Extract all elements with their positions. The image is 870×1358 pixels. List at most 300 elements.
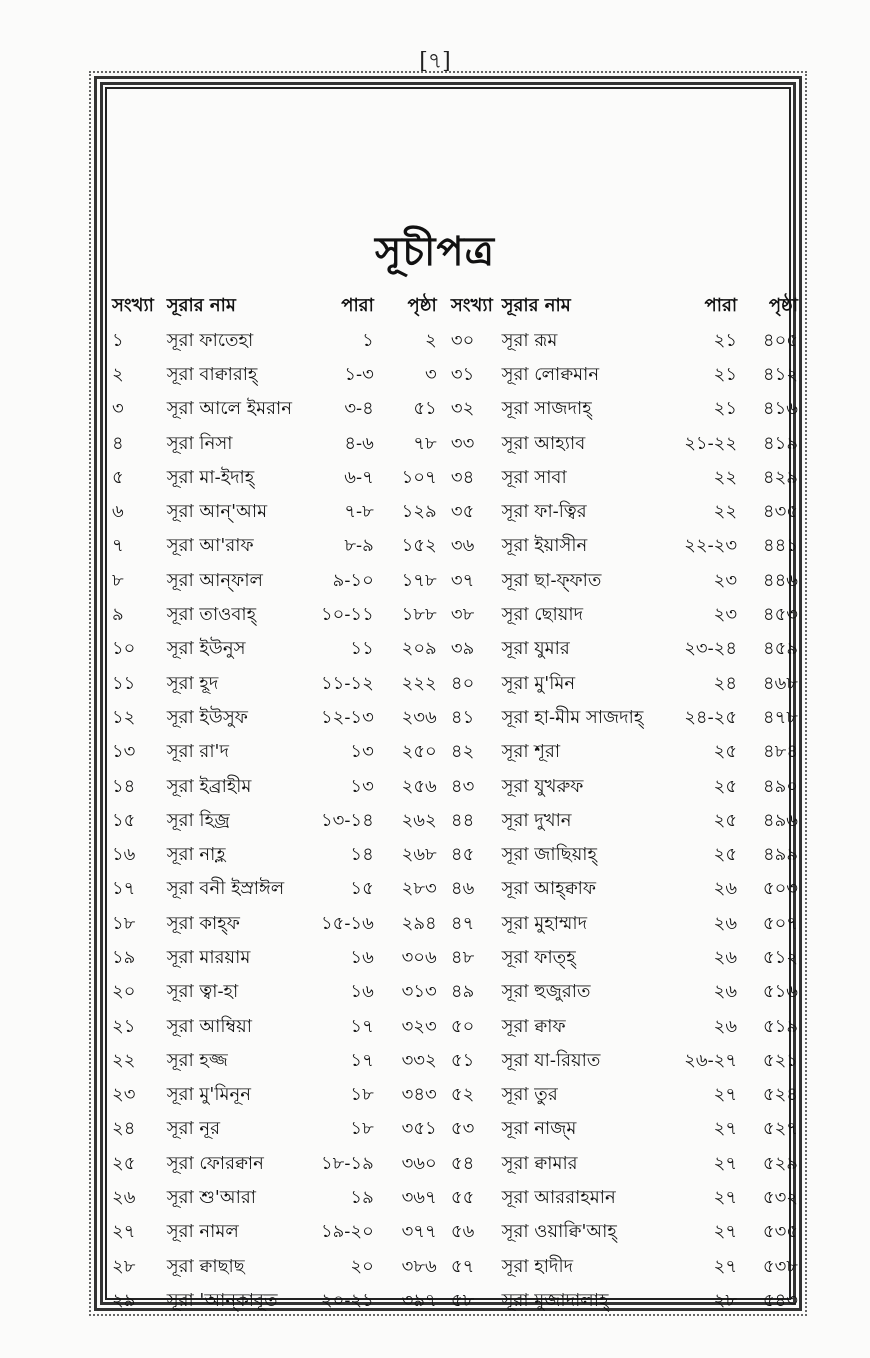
surah-name: সূরা যুমার bbox=[501, 638, 570, 660]
surah-name: সূরা নামল bbox=[166, 1221, 239, 1243]
column-gap bbox=[437, 564, 451, 598]
page-number-cell: ৫৩৫ bbox=[762, 1221, 798, 1243]
surah-number: ৫৪ bbox=[450, 1152, 475, 1174]
table-row bbox=[112, 564, 798, 598]
surah-name: সূরা রা'দ bbox=[166, 741, 229, 763]
para-range: ১০-১১ bbox=[320, 604, 374, 626]
surah-number: ৪৭ bbox=[450, 912, 475, 934]
page-number-cell: ৪৫৯ bbox=[762, 638, 798, 660]
surah-name: সূরা মারয়াম bbox=[166, 946, 251, 968]
surah-name: সূরা নাজ্ম bbox=[501, 1118, 577, 1140]
surah-number: ৪৪ bbox=[450, 809, 475, 831]
page-title: সূচীপত্র bbox=[375, 228, 495, 275]
table-row bbox=[112, 838, 798, 872]
surah-name: সূরা ইব্রাহীম bbox=[166, 775, 252, 797]
surah-name: সূরা ফাত্হ্ bbox=[501, 946, 576, 968]
column-gap bbox=[437, 530, 451, 564]
page-number-cell: ৪৬৮ bbox=[762, 672, 798, 694]
para-range: ২০ bbox=[350, 1255, 374, 1277]
page-number-cell: ৪১২ bbox=[762, 363, 798, 385]
surah-number: ২৪ bbox=[112, 1118, 136, 1140]
para-range: ২০-২১ bbox=[320, 1289, 374, 1311]
surah-number: ৪৬ bbox=[450, 878, 475, 900]
para-range: ১ bbox=[362, 329, 374, 351]
para-range: ২৪-২৫ bbox=[684, 706, 738, 728]
table-row bbox=[112, 701, 798, 735]
table-row bbox=[112, 770, 798, 804]
surah-number: ৩৯ bbox=[450, 638, 475, 660]
surah-name: সূরা ছা-ফ্ফাত bbox=[501, 569, 602, 591]
surah-name: সূরা লোক্বমান bbox=[501, 363, 600, 385]
surah-number: ৮ bbox=[112, 569, 124, 591]
surah-number: ৫১ bbox=[450, 1049, 475, 1071]
surah-name: সূরা আহ্যাব bbox=[501, 432, 586, 454]
column-gap bbox=[437, 1147, 451, 1181]
surah-name: সূরা দুখান bbox=[501, 809, 572, 831]
surah-number: ১৩ bbox=[112, 741, 136, 763]
surah-number: ৩ bbox=[112, 398, 124, 420]
column-gap bbox=[437, 358, 451, 392]
column-gap bbox=[437, 736, 451, 770]
surah-name: সূরা হাদীদ bbox=[501, 1255, 574, 1277]
para-range: ২৪ bbox=[713, 672, 738, 694]
table-row bbox=[112, 873, 798, 907]
column-gap bbox=[437, 598, 451, 632]
page-number-cell: ২ bbox=[424, 329, 437, 351]
page-number-cell: ৪৭৮ bbox=[762, 706, 798, 728]
header-surah-name: সূরার নাম bbox=[166, 294, 236, 316]
page-number-cell: ২৮৩ bbox=[401, 878, 437, 900]
surah-name: সূরা হূদ bbox=[166, 672, 219, 694]
surah-name: সূরা ক্বাফ bbox=[501, 1015, 566, 1037]
table-row bbox=[112, 495, 798, 529]
surah-number: ৪০ bbox=[450, 672, 475, 694]
page-number-cell: ১২৯ bbox=[401, 501, 437, 523]
page-number-cell: ৪১৯ bbox=[762, 432, 798, 454]
surah-name: সূরা তাওবাহ্ bbox=[166, 604, 257, 626]
column-gap bbox=[437, 393, 451, 427]
para-range: ১৮ bbox=[350, 1084, 374, 1106]
surah-number: ৫৬ bbox=[450, 1221, 475, 1243]
table-row bbox=[112, 976, 798, 1010]
page-number-cell: ৫১২ bbox=[762, 946, 798, 968]
table-row bbox=[112, 530, 798, 564]
surah-number: ২৫ bbox=[112, 1152, 136, 1174]
surah-name: সূরা ওয়াক্বি'আহ্ bbox=[501, 1221, 617, 1243]
table-row bbox=[112, 804, 798, 838]
para-range: ১৭ bbox=[350, 1015, 374, 1037]
surah-number: ১৬ bbox=[112, 844, 136, 866]
para-range: ১৫-১৬ bbox=[320, 912, 374, 934]
surah-name: সূরা ফা-ত্বির bbox=[501, 501, 587, 523]
table-row bbox=[112, 1250, 798, 1284]
page-number-cell: ২৬৮ bbox=[401, 844, 437, 866]
para-range: ১১ bbox=[350, 638, 374, 660]
surah-name: সূরা রূম bbox=[501, 329, 558, 351]
column-gap bbox=[437, 427, 451, 461]
column-gap bbox=[437, 941, 451, 975]
column-gap bbox=[437, 288, 451, 324]
page-number-cell: ৫৩৮ bbox=[762, 1255, 798, 1277]
page-number-cell: ৫৩২ bbox=[762, 1187, 798, 1209]
para-range: ২৮ bbox=[713, 1289, 738, 1311]
surah-name: সূরা মা-ইদাহ্ bbox=[166, 466, 255, 488]
surah-number: ৭ bbox=[112, 535, 124, 557]
para-range: ২৩-২৪ bbox=[684, 638, 738, 660]
column-gap bbox=[437, 1113, 451, 1147]
page-number-cell: ৪১৬ bbox=[762, 398, 798, 420]
para-range: ২২ bbox=[713, 501, 738, 523]
page-number-cell: ৫১৯ bbox=[762, 1015, 798, 1037]
para-range: ৭-৮ bbox=[344, 501, 374, 523]
surah-name: সূরা তুর bbox=[501, 1084, 558, 1106]
para-range: ২৭ bbox=[713, 1152, 738, 1174]
page-number-cell: ২৬২ bbox=[401, 809, 437, 831]
page-number-cell: ৫২৯ bbox=[762, 1152, 798, 1174]
page-number-cell: ৪৮৪ bbox=[762, 741, 798, 763]
table-row bbox=[112, 1181, 798, 1215]
surah-number: ৩৩ bbox=[450, 432, 475, 454]
table-row bbox=[112, 1113, 798, 1147]
surah-name: সূরা সাজদাহ্ bbox=[501, 398, 592, 420]
para-range: ১-৩ bbox=[344, 363, 374, 385]
table-row bbox=[112, 736, 798, 770]
page-number-cell: ৫২১ bbox=[762, 1049, 798, 1071]
page-number-cell: ৪০৫ bbox=[762, 329, 798, 351]
page-number-cell: ৩৭৭ bbox=[401, 1221, 437, 1243]
surah-name: সূরা আন্ফাল bbox=[166, 569, 263, 591]
surah-number: ২৭ bbox=[112, 1221, 136, 1243]
para-range: ৩-৪ bbox=[344, 398, 374, 420]
surah-name: সূরা আন্'আম bbox=[166, 501, 268, 523]
surah-name: সূরা যা-রিয়াত bbox=[501, 1049, 601, 1071]
page-number-cell: ৩৯৭ bbox=[401, 1289, 437, 1311]
column-gap bbox=[437, 1044, 451, 1078]
surah-name: সূরা নাহ্ল bbox=[166, 844, 226, 866]
table-row bbox=[112, 598, 798, 632]
surah-number: ৪৮ bbox=[450, 946, 475, 968]
page-number-cell: ৫১ bbox=[413, 398, 437, 420]
column-gap bbox=[437, 1079, 451, 1113]
surah-name: সূরা মু'মিনূন bbox=[166, 1084, 252, 1106]
page-number-cell: ৪৫৩ bbox=[762, 604, 798, 626]
surah-number: ৫৩ bbox=[450, 1118, 475, 1140]
surah-number: ২৯ bbox=[112, 1289, 136, 1311]
surah-name: সূরা সাবা bbox=[501, 466, 567, 488]
surah-number: ৪১ bbox=[450, 706, 475, 728]
column-gap bbox=[437, 324, 451, 358]
surah-name: সূরা আররাহমান bbox=[501, 1187, 616, 1209]
column-gap bbox=[437, 495, 451, 529]
surah-name: সূরা জাছিয়াহ্ bbox=[501, 844, 597, 866]
para-range: ১৭ bbox=[350, 1049, 374, 1071]
surah-name: সূরা হুজুরাত bbox=[501, 981, 591, 1003]
page-number-cell: ১৭৮ bbox=[401, 569, 437, 591]
surah-name: সূরা মুজাদালাহ্ bbox=[501, 1289, 609, 1311]
para-range: ২৫ bbox=[713, 741, 738, 763]
para-range: ১৬ bbox=[350, 981, 374, 1003]
surah-number: ৯ bbox=[112, 604, 124, 626]
surah-number: ৩৭ bbox=[450, 569, 475, 591]
surah-name: সূরা 'আন্কাবূত bbox=[166, 1289, 278, 1311]
page-number-cell: ৩৬০ bbox=[401, 1152, 437, 1174]
contents-table bbox=[112, 288, 798, 1319]
surah-number: ৫৭ bbox=[450, 1255, 475, 1277]
table-row bbox=[112, 324, 798, 358]
surah-number: ২ bbox=[112, 363, 124, 385]
surah-number: ৫২ bbox=[450, 1084, 475, 1106]
para-range: ২১ bbox=[713, 363, 738, 385]
page-number-cell: ৩২৩ bbox=[401, 1015, 437, 1037]
para-range: ২৬ bbox=[713, 878, 738, 900]
page-number-cell: ২০৯ bbox=[401, 638, 437, 660]
para-range: ২১ bbox=[713, 398, 738, 420]
page-number-cell: ৪৯০ bbox=[762, 775, 798, 797]
page-number-cell: ৩৫১ bbox=[401, 1118, 437, 1140]
page-number-cell: ৩৪৩ bbox=[401, 1084, 437, 1106]
surah-name: সূরা আহ্ক্বাফ bbox=[501, 878, 597, 900]
para-range: ৬-৭ bbox=[344, 466, 374, 488]
surah-name: সূরা মুহাম্মাদ bbox=[501, 912, 588, 934]
column-gap bbox=[437, 873, 451, 907]
header-number: সংখ্যা bbox=[112, 294, 154, 316]
surah-name: সূরা কাহ্ফ bbox=[166, 912, 240, 934]
surah-number: ২২ bbox=[112, 1049, 136, 1071]
column-gap bbox=[437, 838, 451, 872]
page-number-cell: ২৫০ bbox=[401, 741, 437, 763]
surah-number: ৫ bbox=[112, 466, 124, 488]
surah-name: সূরা ইউনুস bbox=[166, 638, 246, 660]
table-row bbox=[112, 1284, 798, 1318]
para-range: ১৬ bbox=[350, 946, 374, 968]
para-range: ২৭ bbox=[713, 1084, 738, 1106]
surah-name: সূরা নিসা bbox=[166, 432, 233, 454]
para-range: ৯-১০ bbox=[332, 569, 374, 591]
table-header-row bbox=[112, 288, 798, 324]
para-range: ২৭ bbox=[713, 1255, 738, 1277]
para-range: ২৫ bbox=[713, 844, 738, 866]
column-gap bbox=[437, 1250, 451, 1284]
surah-name: সূরা শু'আরা bbox=[166, 1187, 256, 1209]
surah-number: ৫০ bbox=[450, 1015, 475, 1037]
surah-name: সূরা মু'মিন bbox=[501, 672, 576, 694]
page-number-cell: ২৯৪ bbox=[401, 912, 437, 934]
surah-number: ৩২ bbox=[450, 398, 475, 420]
table-row bbox=[112, 667, 798, 701]
para-range: ২৫ bbox=[713, 775, 738, 797]
surah-name: সূরা বাক্বারাহ্ bbox=[166, 363, 258, 385]
table-row bbox=[112, 941, 798, 975]
para-range: ২১-২২ bbox=[684, 432, 738, 454]
surah-name: সূরা বনী ইস্রাঈল bbox=[166, 878, 285, 900]
page-number-cell: ৩১৩ bbox=[401, 981, 437, 1003]
para-range: ১৮ bbox=[350, 1118, 374, 1140]
para-range: ২৫ bbox=[713, 809, 738, 831]
table-row bbox=[112, 1010, 798, 1044]
surah-number: ৩১ bbox=[450, 363, 475, 385]
surah-number: ১২ bbox=[112, 706, 136, 728]
surah-name: সূরা ত্বা-হা bbox=[166, 981, 239, 1003]
surah-name: সূরা শূরা bbox=[501, 741, 561, 763]
surah-name: সূরা আলে ইমরান bbox=[166, 398, 293, 420]
surah-number: ২৮ bbox=[112, 1255, 136, 1277]
para-range: ১৩ bbox=[350, 775, 374, 797]
para-range: ১৪ bbox=[350, 844, 374, 866]
para-range: ১৯-২০ bbox=[320, 1221, 374, 1243]
surah-number: ৫৫ bbox=[450, 1187, 475, 1209]
column-gap bbox=[437, 804, 451, 838]
para-range: ২৬ bbox=[713, 1015, 738, 1037]
surah-number: ২৬ bbox=[112, 1187, 136, 1209]
page-number-cell: ৩৩২ bbox=[401, 1049, 437, 1071]
surah-number: ১৮ bbox=[112, 912, 136, 934]
page-number-cell: ৪৩৫ bbox=[762, 501, 798, 523]
surah-name: সূরা ইয়াসীন bbox=[501, 535, 588, 557]
surah-name: সূরা ইউসুফ bbox=[166, 706, 248, 728]
table-row bbox=[112, 1079, 798, 1113]
page-number-cell: ৪৯৬ bbox=[762, 809, 798, 831]
surah-number: ৫৮ bbox=[450, 1289, 475, 1311]
page-number-cell: ১৮৮ bbox=[401, 604, 437, 626]
column-gap bbox=[437, 701, 451, 735]
surah-number: ৩৬ bbox=[450, 535, 475, 557]
para-range: ২৭ bbox=[713, 1221, 738, 1243]
column-gap bbox=[437, 1216, 451, 1250]
para-range: ১৯ bbox=[350, 1187, 374, 1209]
header-para: পারা bbox=[341, 294, 374, 316]
para-range: ২৬ bbox=[713, 946, 738, 968]
para-range: ৮-৯ bbox=[344, 535, 374, 557]
para-range: ২৬-২৭ bbox=[684, 1049, 738, 1071]
table-row bbox=[112, 358, 798, 392]
surah-number: ৪২ bbox=[450, 741, 475, 763]
surah-name: সূরা আম্বিয়া bbox=[166, 1015, 253, 1037]
header-para: পারা bbox=[704, 294, 738, 316]
page-number-cell: ৩ bbox=[424, 363, 437, 385]
column-gap bbox=[437, 907, 451, 941]
surah-name: সূরা হজ্জ bbox=[166, 1049, 228, 1071]
para-range: ২৬ bbox=[713, 912, 738, 934]
surah-number: ২০ bbox=[112, 981, 136, 1003]
table-row bbox=[112, 427, 798, 461]
para-range: ২৩ bbox=[713, 604, 738, 626]
header-number: সংখ্যা bbox=[450, 294, 493, 316]
surah-number: ৪৩ bbox=[450, 775, 475, 797]
table-row bbox=[112, 907, 798, 941]
page-number-cell: ২২২ bbox=[401, 672, 437, 694]
para-range: ১৫ bbox=[350, 878, 374, 900]
para-range: ১৩-১৪ bbox=[320, 809, 374, 831]
surah-number: ৪ bbox=[112, 432, 124, 454]
surah-number: ৪৯ bbox=[450, 981, 475, 1003]
surah-name: সূরা ফোরক্বান bbox=[166, 1152, 264, 1174]
surah-number: ৩৮ bbox=[450, 604, 475, 626]
surah-name: সূরা যুখরুফ bbox=[501, 775, 584, 797]
page-number-cell: ১০৭ bbox=[401, 466, 437, 488]
para-range: ২২-২৩ bbox=[684, 535, 738, 557]
para-range: ১৮-১৯ bbox=[320, 1152, 374, 1174]
page-number-cell: ৪৪৬ bbox=[762, 569, 798, 591]
surah-number: ১৫ bbox=[112, 809, 136, 831]
surah-name: সূরা আ'রাফ bbox=[166, 535, 254, 557]
para-range: ৪-৬ bbox=[344, 432, 374, 454]
table-row bbox=[112, 1216, 798, 1250]
page-number-cell: ৩৮৬ bbox=[401, 1255, 437, 1277]
para-range: ২৬ bbox=[713, 981, 738, 1003]
surah-name: সূরা ছোয়াদ bbox=[501, 604, 584, 626]
column-gap bbox=[437, 770, 451, 804]
column-gap bbox=[437, 1181, 451, 1215]
surah-name: সূরা নূর bbox=[166, 1118, 221, 1140]
column-gap bbox=[437, 976, 451, 1010]
para-range: ১২-১৩ bbox=[320, 706, 374, 728]
header-page: পৃষ্ঠা bbox=[768, 294, 798, 316]
page-number-cell: ২৫৬ bbox=[401, 775, 437, 797]
surah-number: ১১ bbox=[112, 672, 136, 694]
table-row bbox=[112, 461, 798, 495]
para-range: ২১ bbox=[713, 329, 738, 351]
surah-number: ৩৪ bbox=[450, 466, 475, 488]
page-number-cell: ১৫২ bbox=[401, 535, 437, 557]
surah-number: ৪৫ bbox=[450, 844, 475, 866]
para-range: ২৭ bbox=[713, 1118, 738, 1140]
surah-number: ৩০ bbox=[450, 329, 475, 351]
page-number-cell: ৫৪৩ bbox=[762, 1289, 798, 1311]
surah-name: সূরা হা-মীম সাজদাহ্ bbox=[501, 706, 644, 728]
page-number-cell: ৫০৩ bbox=[762, 878, 798, 900]
table-row bbox=[112, 1147, 798, 1181]
surah-number: ২১ bbox=[112, 1015, 136, 1037]
header-surah-name: সূরার নাম bbox=[501, 294, 571, 316]
page-number-cell: ৩০৬ bbox=[401, 946, 437, 968]
page-number-cell: ৪৯৯ bbox=[762, 844, 798, 866]
para-range: ২৭ bbox=[713, 1187, 738, 1209]
column-gap bbox=[437, 633, 451, 667]
page-number-cell: ৪৪১ bbox=[762, 535, 798, 557]
page-number-cell: ৫০৭ bbox=[762, 912, 798, 934]
page-number-cell: ৩৬৭ bbox=[401, 1187, 437, 1209]
para-range: ২৩ bbox=[713, 569, 738, 591]
page-number-cell: ৫১৬ bbox=[762, 981, 798, 1003]
surah-number: ২৩ bbox=[112, 1084, 136, 1106]
column-gap bbox=[437, 1284, 451, 1318]
page-number-cell: ২৩৬ bbox=[401, 706, 437, 728]
page-number-cell: ৫২৭ bbox=[762, 1118, 798, 1140]
surah-name: সূরা ক্বামার bbox=[501, 1152, 578, 1174]
surah-number: ১৪ bbox=[112, 775, 136, 797]
column-gap bbox=[437, 1010, 451, 1044]
surah-number: ১৭ bbox=[112, 878, 136, 900]
column-gap bbox=[437, 667, 451, 701]
surah-name: সূরা ফাতেহা bbox=[166, 329, 254, 351]
table-row bbox=[112, 633, 798, 667]
para-range: ১১-১২ bbox=[320, 672, 374, 694]
table-row bbox=[112, 393, 798, 427]
surah-number: ৬ bbox=[112, 501, 124, 523]
page-number-cell: ৪২৯ bbox=[762, 466, 798, 488]
table-row bbox=[112, 1044, 798, 1078]
column-gap bbox=[437, 461, 451, 495]
surah-number: ৩৫ bbox=[450, 501, 475, 523]
page-number: [৭] bbox=[419, 49, 451, 74]
surah-number: ১৯ bbox=[112, 946, 136, 968]
header-page: পৃষ্ঠা bbox=[407, 294, 437, 316]
surah-name: সূরা হিজ্র bbox=[166, 809, 230, 831]
page-number-cell: ৫২৪ bbox=[762, 1084, 798, 1106]
surah-number: ১ bbox=[112, 329, 124, 351]
page-number-cell: ৭৮ bbox=[413, 432, 437, 454]
para-range: ২২ bbox=[713, 466, 738, 488]
